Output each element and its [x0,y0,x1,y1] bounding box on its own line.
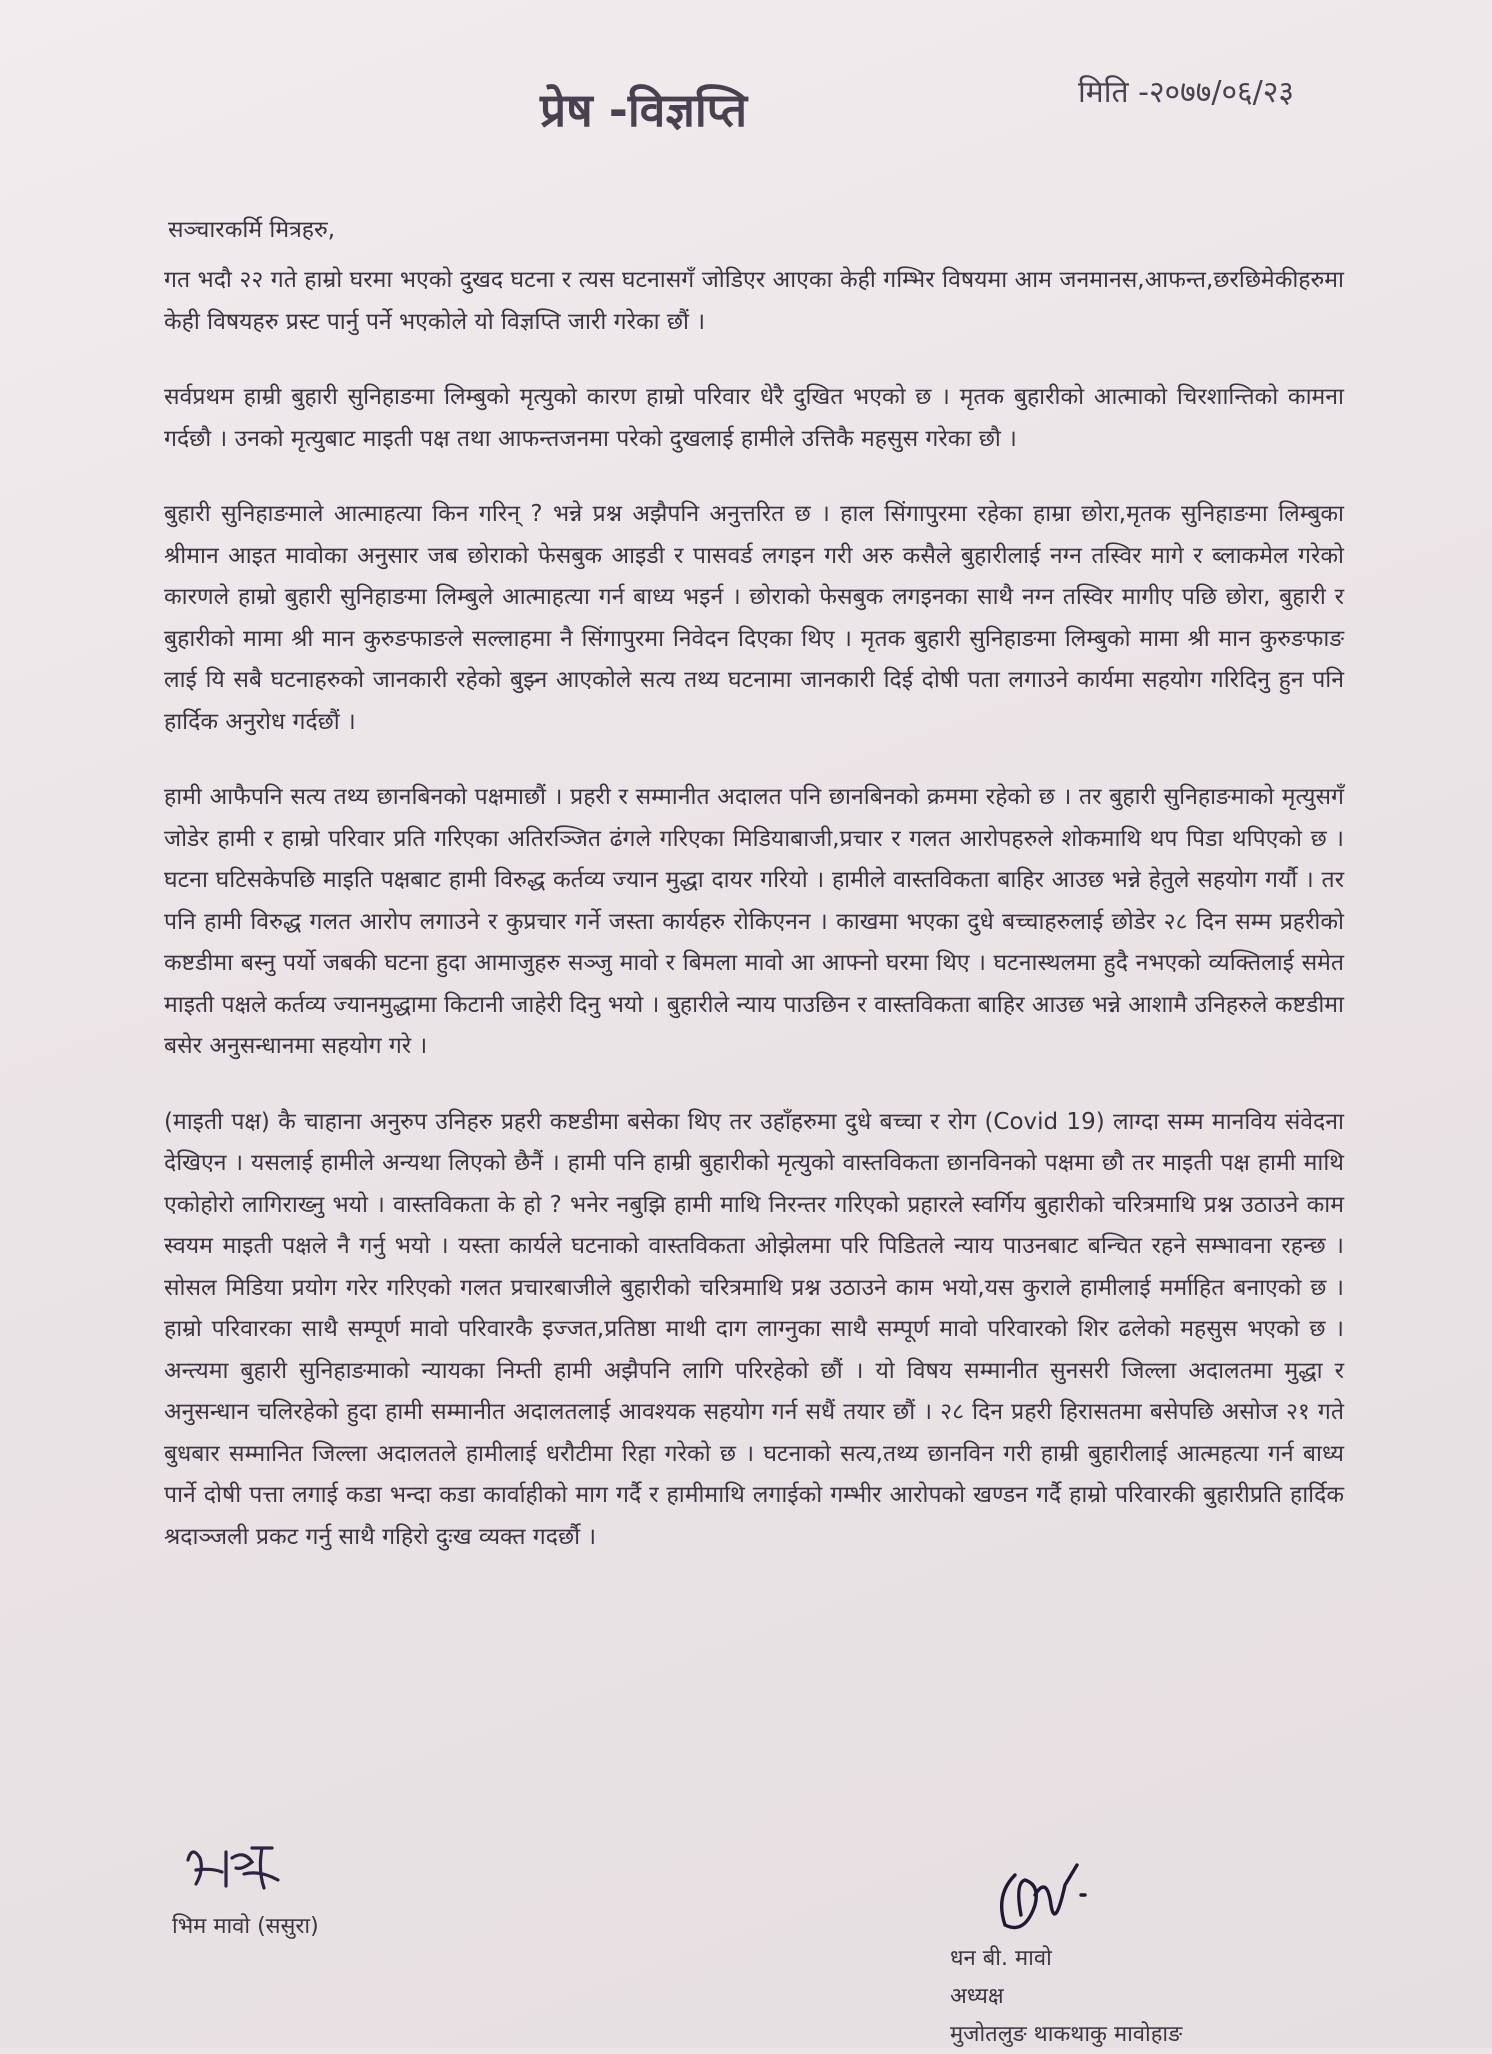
signatory-right-name: धन बी. मावो [950,1946,1052,1971]
signatory-right-block [950,1940,1182,2054]
signatory-right-organization: मुजोतलुङ थाकथाकु मावोहाङ [950,2022,1183,2047]
handwritten-signature-right [985,1855,1105,1949]
document-title: प्रेष -विज्ञप्ति [540,83,748,137]
paragraph-4: हामी आफैपनि सत्य तथ्य छानबिनको पक्षमाछौं । प्रहरी र सम्मानीत अदालत पनि छानबिनको क्रममा रहेको छ । तर बुहारी सुनिहाङमाको मृत्युसगँ जोडेर हामी र हाम्रो परिवार प्रति गरिएका अतिरञ्जित ढंगले गरिएका मिडियाबाजी,प्रचार र गलत आरोपहरुले शोकमाथि थप पिडा थपिएको छ । घटना घटिसकेपछि माइति पक्षबाट हामी विरुद्ध कर्तव्य ज्यान मुद्धा दायर गरियो । हामीले वास्तविकता बाहिर आउछ भन्ने हेतुले सहयोग गर्यौ । तर पनि हामी विरुद्ध गलत आरोप लगाउने र कुप्रचार गर्ने जस्ता कार्यहरु रोकिएनन । काखमा भएका दुधे बच्चाहरुलाई छोडेर २८ दिन सम्म प्रहरीको कष्टडीमा बस्नु पर्यो जबकी घटना हुदा आमाजुहरु सञ्जु मावो र बिमला मावो आ आफ्नो घरमा थिए । घटनास्थलमा हुदै नभएको व्यक्तिलाई समेत माइती पक्षले कर्तव्य ज्यानमुद्धामा किटानी जाहेरी दिनु भयो । बुहारीले न्याय पाउछिन र वास्तविकता बाहिर आउछ भन्ने आशामै उनिहरुले कष्टडीमा बसेर अनुसन्धानमा सहयोग गरे । [164,784,1344,1059]
salutation: सञ्चारकर्मि मित्रहरु, [168,217,336,243]
paragraph-2: सर्वप्रथम हाम्री बुहारी सुनिहाङमा लिम्बुको मृत्युको कारण हाम्रो परिवार धेरै दुखित भएको छ । मृतक बुहारीको आत्माको चिरशान्तिको कामना गर्दछौ । उनको मृत्युबाट माइती पक्ष तथा आफन्तजनमा परेको दुखलाई हामीले उत्तिकै महसुस गरेका छौ । [164,384,1344,452]
signatory-right-position: अध्यक्ष [950,1984,1004,2009]
paragraph-3: बुहारी सुनिहाङमाले आत्माहत्या किन गरिन् ? भन्ने प्रश्न अझैपनि अनुत्तरित छ । हाल सिंगापुरमा रहेका हाम्रा छोरा,मृतक सुनिहाङमा लिम्बुका श्रीमान आइत मावोका अनुसार जब छोराको फेसबुक आइडी र पासवर्ड लगइन गरी अरु कसैले बुहारीलाई नग्न तस्विर मागे र ब्लाकमेल गरेको कारणले हाम्रो बुहारी सुनिहाङमा लिम्बुले आत्माहत्या गर्न बाध्य भइर्न । छोराको फेसबुक लगइनका साथै नग्न तस्विर मागीए पछि छोरा, बुहारी र बुहारीको मामा श्री मान कुरुङफाङले सल्लाहमा नै सिंगापुरमा निवेदन दिएका थिए । मृतक बुहारी सुनिहाङमा लिम्बुको मामा श्री मान कुरुङफाङ लाई यि सबै घटनाहरुको जानकारी रहेको बुझ्न आएकोले सत्य तथ्य घटनामा जानकारी दिई दोषी पता लगाउने कार्यमा सहयोग गरिदिनु हुन पनि हार्दिक अनुरोध गर्दछौं । [164,501,1344,735]
document-body [164,260,1344,1592]
paragraph-5: (माइती पक्ष) कै चाहाना अनुरुप उनिहरु प्रहरी कष्टडीमा बसेका थिए तर उहाँहरुमा दुधे बच्चा र रोग (Covid 19) लाग्दा सम्म मानविय संवेदना देखिएन । यसलाई हामीले अन्यथा लिएको छैनैं । हामी पनि हाम्री बुहारीको मृत्युको वास्तविकता छानविनको पक्षमा छौ तर माइती पक्ष हामी माथि एकोहोरो लागिराख्नु भयो । वास्तविकता के हो ? भनेर नबुझि हामी माथि निरन्तर गरिएको प्रहारले स्वर्गिय बुहारीको चरित्रमाथि प्रश्न उठाउने काम स्वयम माइती पक्षले नै गर्नु भयो । यस्ता कार्यले घटनाको वास्तविकता ओझेलमा परि पिडितले न्याय पाउनबाट बन्चित रहने सम्भावना रहन्छ । सोसल मिडिया प्रयोग गरेर गरिएको गलत प्रचारबाजीले बुहारीको चरित्रमाथि प्रश्न उठाउने काम भयो,यस कुराले हामीलाई मर्माहित बनाएको छ । हाम्रो परिवारका साथै सम्पूर्ण मावो परिवारकै इज्जत,प्रतिष्ठा माथी दाग लाग्नुका साथै सम्पूर्ण मावो परिवारको शिर ढलेको महसुस भएको छ । अन्त्यमा बुहारी सुनिहाङमाको न्यायका निम्ती हामी अझैपनि लागि परिरहेको छौं । यो विषय सम्मानीत सुनसरी जिल्ला अदालतमा मुद्धा र अनुसन्धान चलिरहेको हुदा हामी सम्मानीत अदालतलाई आवश्यक सहयोग गर्न सधैं तयार छौं । २८ दिन प्रहरी हिरासतमा बसेपछि असोज २१ गते बुधबार सम्मानित जिल्ला अदालतले हामीलाई धरौटीमा रिहा गरेको छ । घटनाको सत्य,तथ्य छानविन गरी हाम्री बुहारीलाई आत्महत्या गर्न बाध्य पार्ने दोषी पत्ता लगाई कडा भन्दा कडा कार्वाहीको माग गर्दै र हामीमाथि लगाईको गम्भीर आरोपको खण्डन गर्दै हाम्रो परिवारकी बुहारीप्रति हार्दिक श्रदाञ्जली प्रकट गर्नु साथै गहिरो दुःख व्यक्त गदर्छौ । [164,1108,1344,1550]
handwritten-signature-left [182,1840,292,1904]
paragraph-1: गत भदौ २२ गते हाम्रो घरमा भएको दुखद घटना र त्यस घटनासगँ जोडिएर आएका केही गम्भिर विषयमा आम जनमानस,आफन्त,छरछिमेकीहरुमा केही विषयहरु प्रस्ट पार्नु पर्ने भएकोले यो विज्ञप्ति जारी गरेका छौं । [164,267,1344,335]
signatory-left-name: भिम मावो (ससुरा) [172,1914,319,1939]
document-date: मिति -२०७७/०६/२३ [1078,75,1294,110]
